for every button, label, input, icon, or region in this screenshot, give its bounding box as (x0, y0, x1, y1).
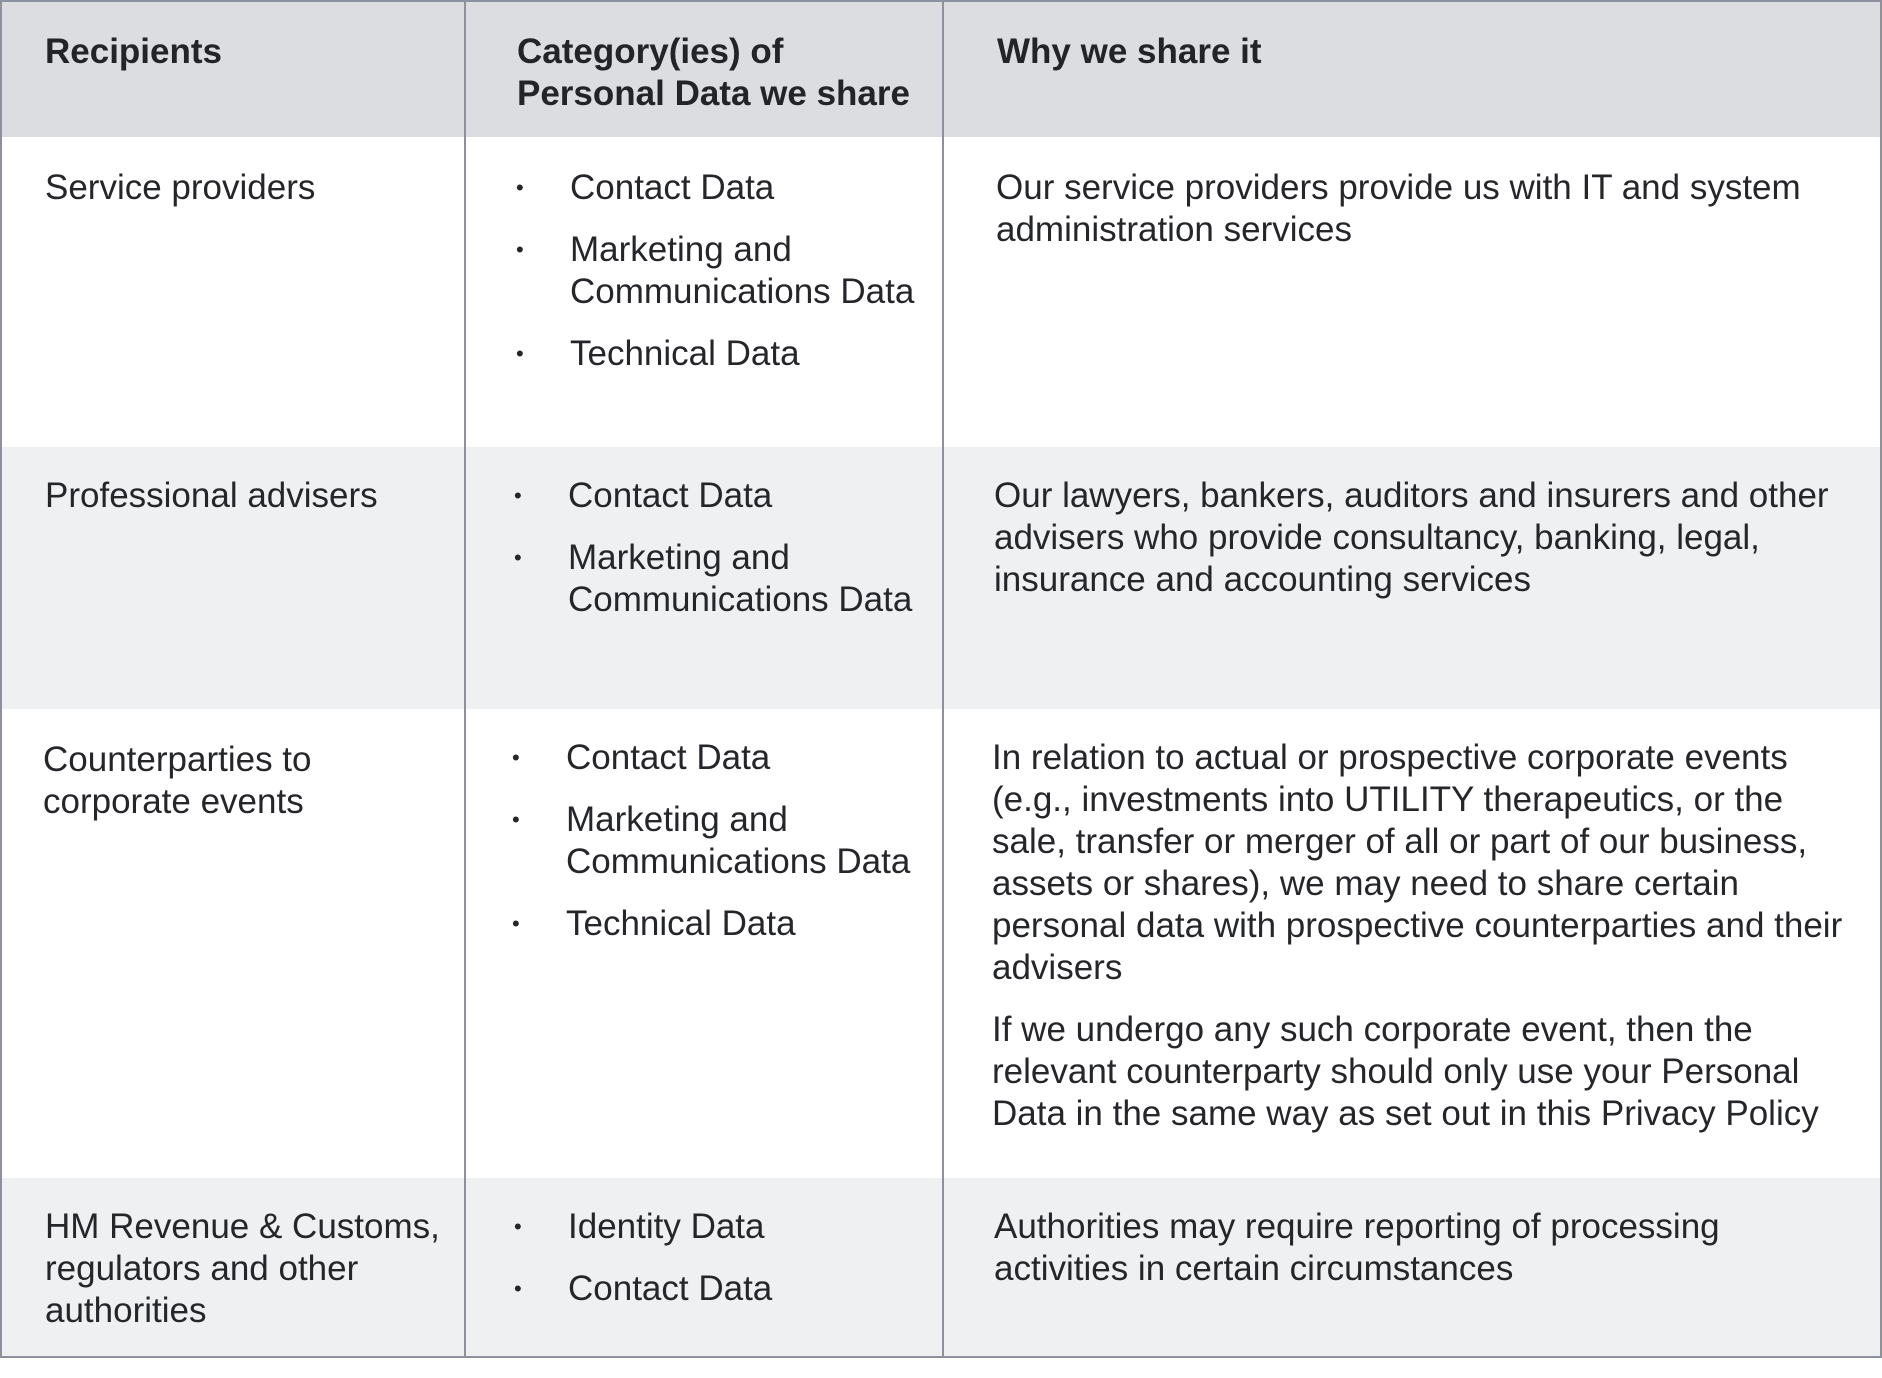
reason-cell (943, 137, 1881, 447)
category-text: Marketing and Communications Data (568, 538, 913, 619)
reason-cell (943, 447, 1881, 709)
recipient-text: Service providers (45, 168, 316, 207)
recipient-cell (1, 1178, 465, 1357)
bullet-icon: • (512, 807, 520, 832)
bullet-icon: • (514, 483, 522, 508)
recipient-text: Counterparties to corporate events (43, 740, 312, 821)
category-list (512, 475, 922, 621)
header-row (1, 1, 1881, 137)
categories-cell (465, 709, 943, 1178)
table-body (1, 137, 1881, 1357)
category-text: Marketing and Communications Data (570, 230, 915, 311)
recipient-cell (1, 447, 465, 709)
bullet-icon: • (516, 175, 524, 200)
reason-text: If we undergo any such corporate event, then the relevant counterparty should only use your Personal Data in the same way as set out in this Privacy Policy (992, 1010, 1819, 1133)
reason-text: Our lawyers, bankers, auditors and insurers and other advisers who provide consultancy, banking, legal, insurance and accounting services (994, 476, 1829, 599)
reason-text: Authorities may require reporting of processing activities in certain circumstances (994, 1207, 1720, 1288)
category-text: Contact Data (566, 738, 771, 777)
list-item (510, 903, 922, 945)
category-list (512, 1206, 922, 1310)
header-categories: Category(ies) of Personal Data we share (465, 1, 943, 137)
category-text: Technical Data (566, 904, 796, 943)
category-text: Marketing and Communications Data (566, 800, 911, 881)
list-item (514, 333, 922, 375)
recipient-text: HM Revenue & Customs, regulators and other authorities (45, 1207, 440, 1330)
list-item (512, 1268, 922, 1310)
recipient-text: Professional advisers (45, 476, 378, 515)
list-item (510, 799, 922, 883)
bullet-icon: • (516, 237, 524, 262)
category-text: Contact Data (570, 168, 775, 207)
table-row (1, 137, 1881, 447)
reason-text: In relation to actual or prospective corporate events (e.g., investments into UTILITY therapeutics, or the sale, transfer or merger of all or part of our business, assets or shares), we may need to share certain personal data with prospective counterparties and their advisers (992, 738, 1843, 987)
recipient-cell (1, 709, 465, 1178)
categories-cell (465, 447, 943, 709)
list-item (512, 1206, 922, 1248)
category-text: Identity Data (568, 1207, 765, 1246)
table-row (1, 447, 1881, 709)
bullet-icon: • (514, 1276, 522, 1301)
bullet-icon: • (514, 545, 522, 570)
list-item (510, 737, 922, 779)
table-header (1, 1, 1881, 137)
reason-cell (943, 709, 1881, 1178)
header-why: Why we share it (943, 1, 1881, 137)
reason-cell (943, 1178, 1881, 1357)
bullet-icon: • (512, 911, 520, 936)
header-recipients: Recipients (1, 1, 465, 137)
recipient-cell (1, 137, 465, 447)
bullet-icon: • (514, 1214, 522, 1239)
category-list (514, 167, 922, 375)
list-item (514, 229, 922, 313)
table-row (1, 709, 1881, 1178)
categories-cell (465, 137, 943, 447)
categories-cell (465, 1178, 943, 1357)
list-item (514, 167, 922, 209)
category-list (510, 737, 922, 945)
list-item (512, 537, 922, 621)
table-row (1, 1178, 1881, 1357)
bullet-icon: • (512, 745, 520, 770)
reason-text: Our service providers provide us with IT and system administration services (996, 168, 1801, 249)
category-text: Technical Data (570, 334, 800, 373)
category-text: Contact Data (568, 476, 773, 515)
list-item (512, 475, 922, 517)
bullet-icon: • (516, 341, 524, 366)
category-text: Contact Data (568, 1269, 773, 1308)
